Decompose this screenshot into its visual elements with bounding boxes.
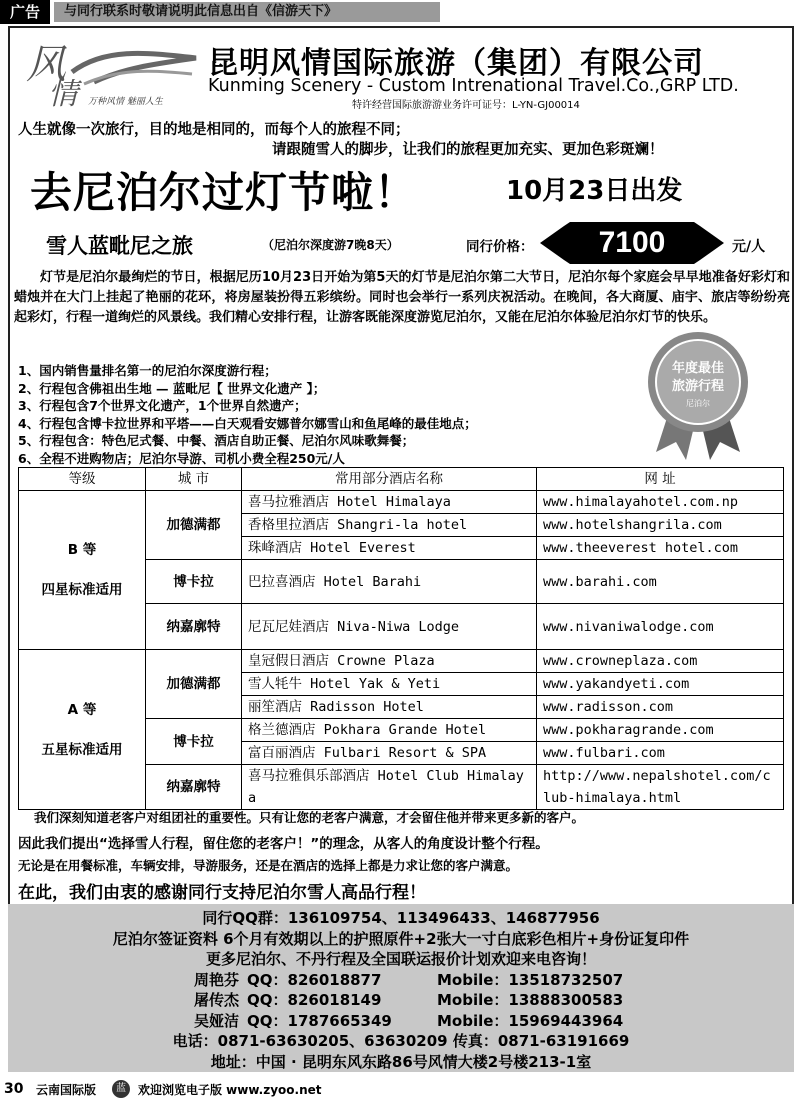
logo-slogan: 万种风情 魅丽人生 [88,97,163,107]
address: 地址：中国 · 昆明东风东路86号风情大楼2号楼213-1室 [210,1052,592,1071]
peer-price-label: 同行价格： [466,239,534,255]
person-qq: QQ：826018149 [247,991,382,1009]
price-unit: 元/人 [732,239,766,255]
city-cell: 博卡拉 [146,560,242,604]
ad-label: 广告 [0,0,50,24]
license-number: 特许经营国际旅游游业务许可证号：L-YN-GJ00014 [352,100,580,111]
edition-label: 云南国际版 [36,1083,97,1097]
price-value: 7100 [598,226,666,259]
feature-item: 3、行程包含7个世界文化遗产，1个世界自然遗产； [18,398,307,413]
grade-standard: 四星标准适用 [41,582,123,598]
hotel-name: 丽笙酒店 Radisson Hotel [242,696,537,719]
hotel-name: 巴拉喜酒店 Hotel Barahi [242,560,537,604]
grade-cell-b [19,491,146,650]
hotel-name: 喜马拉雅俱乐部酒店 Hotel Club Himalaya [242,765,537,810]
closing-line-2: 因此我们提出“选择雪人行程，留住您的老客户！”的理念，从客人的角度设计整个行程。 [18,836,549,852]
phone-fax: 电话：0871-63630205、63630209 传真：0871-63191669 [172,1032,630,1050]
logo-swoosh-bottom [84,71,192,84]
hotel-website: www.nivaniwalodge.com [537,604,784,650]
closing-line-4: 在此，我们由衷的感谢同行支持尼泊尔雪人高品行程！ [18,883,426,903]
hotel-website: www.crowneplaza.com [537,650,784,673]
logo-char-2: 情 [48,77,78,110]
hotel-name: 格兰德酒店 Pokhara Grande Hotel [242,719,537,742]
hotel-website: www.radisson.com [537,696,784,719]
header-city: 城 市 [146,468,242,491]
edition-badge-icon: 蓝 [112,1080,130,1098]
hotel-name: 喜马拉雅酒店 Hotel Himalaya [242,491,537,514]
table-row [19,491,784,514]
logo-swoosh-top [72,53,196,82]
medal-line-3: 尼泊尔 [686,399,710,408]
site-link[interactable]: 欢迎浏览电子版 www.zyoo.net [138,1083,322,1097]
person-mobile: Mobile：13518732507 [437,970,624,989]
page-number: 30 [4,1081,24,1097]
more-inquiries: 更多尼泊尔、不丹行程及全国联运报价计划欢迎来电咨询！ [205,950,596,968]
hotel-name: 香格里拉酒店 Shangri-la hotel [242,514,537,537]
tagline-1: 人生就像一次旅行，目的地是相同的，而每个人的旅程不同； [18,122,410,138]
intro-paragraph: 灯节是尼泊尔最绚烂的节日，根据尼历10月23日开始为第5天的灯节是尼泊尔第二大节日，尼泊尔每个家庭会早早地准备好彩灯和蜡烛并在大门上挂起了艳丽的花环，将房屋装扮得五彩缤纷。同时也会举行一系列庆祝活动。在晚间，各大商厦、庙宇、旅店等纷纷亮起彩灯，行程一道绚烂的风景线。我们精心安排行程，让游客既能深度游览尼泊尔，又能在尼泊尔体验尼泊尔灯节的快乐。 [14,270,790,325]
feature-item: 5、行程包含：特色尼式餐、中餐、酒店自助正餐、尼泊尔风味歌舞餐； [18,433,415,448]
person-qq: QQ：1787665349 [247,1011,392,1030]
contact-info [8,908,794,1072]
city-cell: 加德满都 [146,650,242,719]
hotel-website: www.yakandyeti.com [537,673,784,696]
city-cell: 博卡拉 [146,719,242,765]
contact-person [8,1011,794,1032]
hotel-website: www.pokharagrande.com [537,719,784,742]
hotel-name: 尼瓦尼娃酒店 Niva-Niwa Lodge [242,604,537,650]
hotel-name: 珠峰酒店 Hotel Everest [242,537,537,560]
person-qq: QQ：826018877 [247,970,382,989]
closing-line-1: 我们深刻知道老客户对组团社的重要性。只有让您的老客户满意，才会留住他并带来更多新的客户。 [34,810,585,825]
hotel-website: www.hotelshangrila.com [537,514,784,537]
contact-person [8,970,794,991]
feature-item: 1、国内销售量排名第一的尼泊尔深度游行程； [18,363,277,378]
person-name: 屠传杰 [193,991,239,1009]
header-grade: 等级 [19,468,146,491]
city-cell: 纳嘉廓特 [146,604,242,650]
qq-group: 同行QQ群：136109754、113496433、146877956 [202,909,600,927]
tour-subtitle: （尼泊尔深度游7晚8天） [262,238,399,252]
city-cell: 纳嘉廓特 [146,765,242,810]
grade-label: A 等 [67,701,97,718]
company-name-en: Kunming Scenery - Custom Intrenational Travel.Co.,GRP LTD. [208,76,739,96]
medal-line-1: 年度最佳 [671,361,725,376]
grade-label: B 等 [67,542,97,558]
header-website: 网 址 [537,468,784,491]
visa-requirements: 尼泊尔签证资料 6个月有效期以上的护照原件+2张大一寸白底彩色相片+身份证复印件 [112,929,690,948]
hotel-name: 富百丽酒店 Fulbari Resort & SPA [242,742,537,765]
feature-list [18,362,658,467]
medal-line-2: 旅游行程 [671,379,725,394]
person-mobile: Mobile：15969443964 [437,1011,624,1030]
hotel-name: 皇冠假日酒店 Crowne Plaza [242,650,537,673]
grade-standard: 五星标准适用 [41,741,123,758]
tagline-2: 请跟随雪人的脚步，让我们的旅程更加充实、更加色彩斑斓！ [272,142,664,158]
feature-item: 4、行程包含博卡拉世界和平塔——白天观看安娜普尔娜雪山和鱼尾峰的最佳地点； [18,415,477,431]
hotel-website: http://www.nepalshotel.com/club-himalaya.html [537,765,784,810]
award-medal-icon [636,326,760,462]
feature-item: 2、行程包含佛祖出生地 — 蓝毗尼【 世界文化遗产 】； [18,380,326,396]
tour-name: 雪人蓝毗尼之旅 [46,234,193,258]
hotel-website: www.himalayahotel.com.np [537,491,784,514]
top-bar [0,0,800,24]
hotel-name: 雪人牦牛 Hotel Yak & Yeti [242,673,537,696]
closing-line-3: 无论是在用餐标准，车辆安排，导游服务，还是在酒店的选择上都是力求让您的客户满意。 [18,858,519,873]
headline: 去尼泊尔过灯节啦！ [30,168,418,217]
table-header-row [19,468,784,491]
person-name: 吴娅洁 [193,1011,239,1030]
hotel-table [18,467,784,810]
hotel-website: www.theeverest hotel.com [537,537,784,560]
hotel-website: www.barahi.com [537,560,784,604]
person-name: 周艳芬 [193,970,239,989]
logo-char-1: 风 [26,42,66,88]
company-name-cn: 昆明风情国际旅游（集团）有限公司 [208,46,704,81]
departure-date: 10月23日出发 [506,176,683,206]
feature-item: 6、全程不进购物店；尼泊尔导游、司机小费全程250元/人 [18,450,345,466]
contact-person [8,990,794,1011]
person-mobile: Mobile：13888300583 [437,991,624,1009]
hotel-website: www.fulbari.com [537,742,784,765]
grade-cell-a [19,650,146,810]
header-hotel: 常用部分酒店名称 [242,468,537,491]
source-notice: 与同行联系时敬请说明此信息出自《信游天下》 [54,2,440,22]
table-row [19,650,784,673]
city-cell: 加德满都 [146,491,242,560]
